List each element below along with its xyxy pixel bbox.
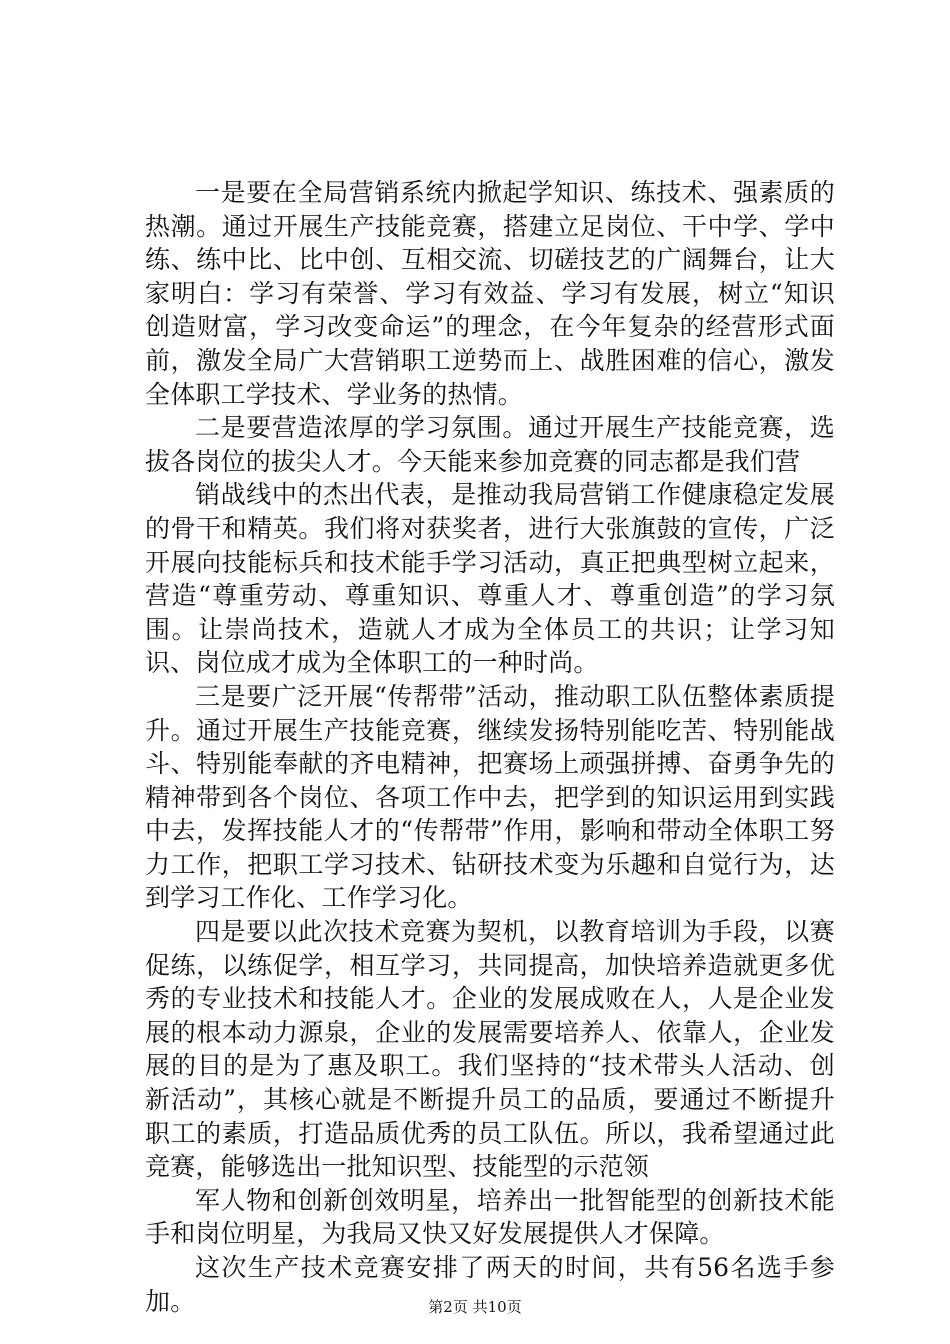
paragraph-7: 这次生产技术竞赛安排了两天的时间，共有56名选手参加。 <box>145 1253 835 1316</box>
paragraph-4: 三是要广泛开展“传帮带”活动，推动职工队伍整体素质提升。通过开展生产技能竞赛，继续发扬特别能吃苦、特别能战斗、特别能奉献的齐电精神，把赛场上顽强拼搏、奋勇争先的精神带到各个岗位、各项工作中去，把学到的知识运用到实践中去，发挥技能人才的“传帮带”作用，影响和带动全体职工努力工作，把职工学习技术、钻研技术变为乐趣和自觉行为，达到学习工作化、工作学习化。 <box>145 681 835 913</box>
paragraph-6: 军人物和创新创效明星，培养出一批智能型的创新技术能手和岗位明星，为我局又快又好发展提供人才保障。 <box>145 1185 835 1249</box>
paragraph-2: 二是要营造浓厚的学习氛围。通过开展生产技能竞赛，选拔各岗位的拔尖人才。今天能来参加竞赛的同志都是我们营 <box>145 413 835 476</box>
document-body <box>145 176 835 1318</box>
paragraph-3: 销战线中的杰出代表，是推动我局营销工作健康稳定发展的骨干和精英。我们将对获奖者，进行大张旗鼓的宣传，广泛开展向技能标兵和技术能手学习活动，真正把典型树立起来，营造“尊重劳动、尊重知识、尊重人才、尊重创造”的学习氛围。让崇尚技术，造就人才成为全体员工的共识；让学习知识、岗位成才成为全体职工的一种时尚。 <box>145 480 835 678</box>
paragraph-1: 一是要在全局营销系统内掀起学知识、练技术、强素质的热潮。通过开展生产技能竞赛，搭建立足岗位、干中学、学中练、练中比、比中创、互相交流、切磋技艺的广阔舞台，让大家明白：学习有荣誉、学习有效益、学习有发展，树立“知识创造财富，学习改变命运”的理念，在今年复杂的经营形式面前，激发全局广大营销职工逆势而上、战胜困难的信心，激发全体职工学技术、学业务的热情。 <box>145 178 835 409</box>
paragraph-5: 四是要以此次技术竞赛为契机，以教育培训为手段，以赛促练，以练促学，相互学习，共同提高，加快培养造就更多优秀的专业技术和技能人才。企业的发展成败在人，人是企业发展的根本动力源泉，企业的发展需要培养人、依靠人，企业发展的目的是为了惠及职工。我们坚持的“技术带头人活动、创新活动”，其核心就是不断提升员工的品质，要通过不断提升职工的素质，打造品质优秀的员工队伍。所以，我希望通过此竞赛，能够选出一批知识型、技能型的示范领 <box>145 917 835 1182</box>
page-footer: 第2页 共10页 <box>428 1298 522 1316</box>
